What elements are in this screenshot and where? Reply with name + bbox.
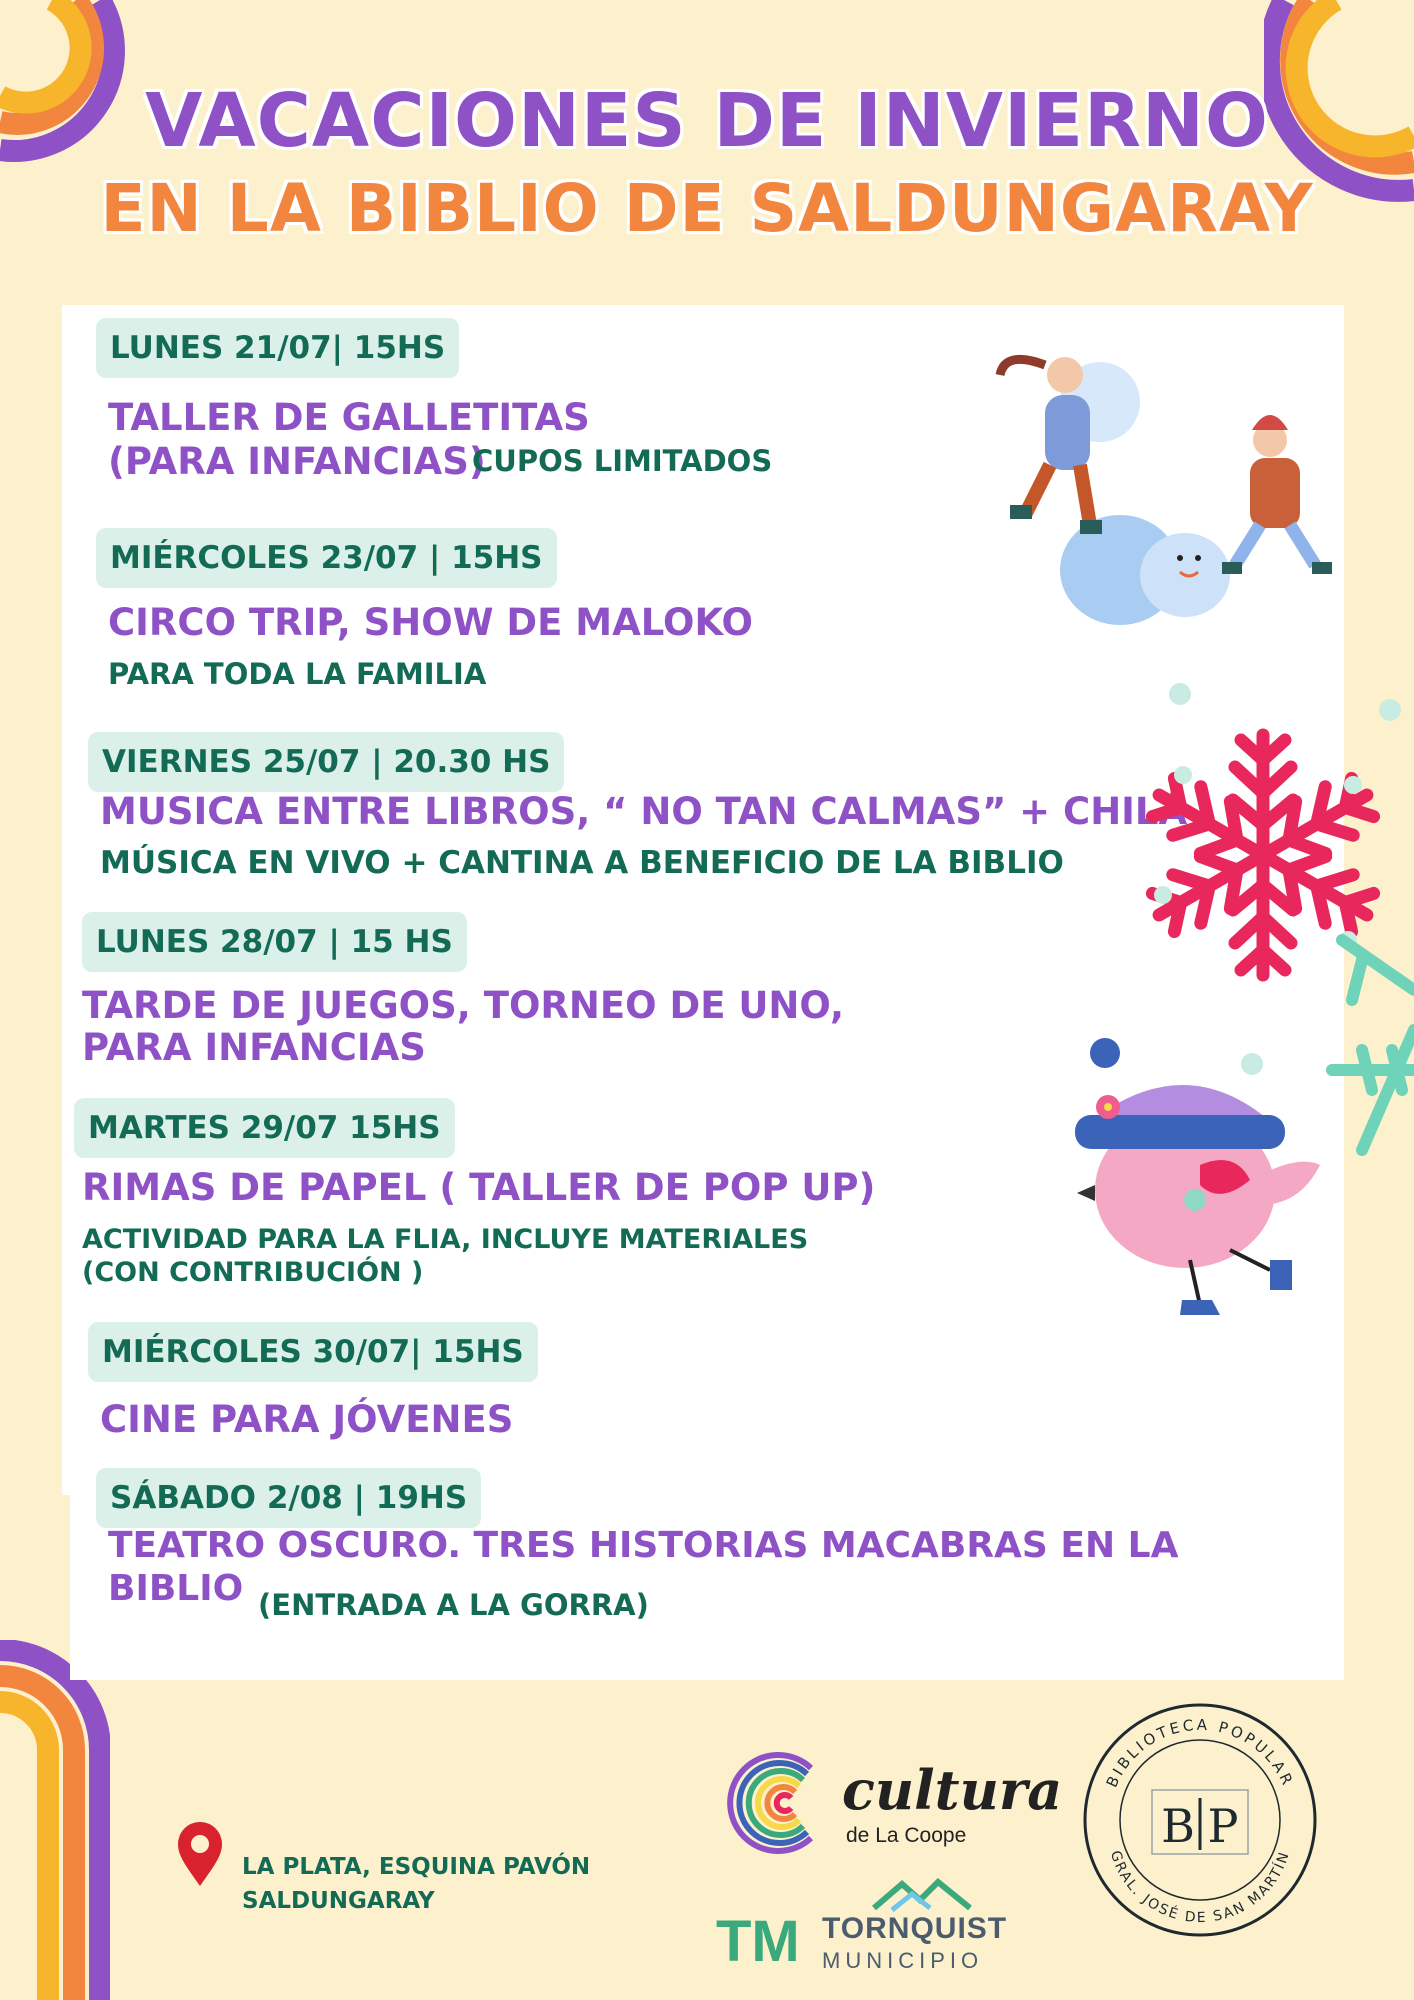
cultura-logo (716, 1746, 826, 1860)
event-title: (PARA INFANCIAS) (108, 440, 486, 483)
tornquist-logo-sub: MUNICIPIO (822, 1948, 984, 1973)
tornquist-logo (872, 1878, 972, 1912)
location-pin-icon (176, 1822, 224, 1888)
bird-skating-illustration (1070, 1035, 1330, 1345)
event-date: MARTES 29/07 15HS (74, 1098, 455, 1158)
svg-text:B: B (1161, 1799, 1195, 1853)
biblioteca-seal (1080, 1700, 1320, 1940)
address-line: LA PLATA, ESQUINA PAVÓN (242, 1854, 591, 1880)
kids-snowman-illustration (960, 340, 1350, 650)
tornquist-logo-name: TORNQUIST (822, 1912, 1008, 1945)
event-note: MÚSICA EN VIVO + CANTINA A BENEFICIO DE LA BIBLIO (100, 845, 1064, 881)
event-note: PARA TODA LA FAMILIA (108, 657, 487, 691)
event-date: MIÉRCOLES 23/07 | 15HS (96, 528, 557, 588)
event-title: RIMAS DE PAPEL ( TALLER DE POP UP) (82, 1166, 876, 1209)
cultura-logo-subtext: de La Coope (846, 1824, 967, 1847)
event-note: (ENTRADA A LA GORRA) (258, 1588, 649, 1622)
event-note: CUPOS LIMITADOS (472, 444, 773, 478)
page-subtitle: EN LA BIBLIO DE SALDUNGARAY (100, 170, 1314, 247)
event-title: TARDE DE JUEGOS, TORNEO DE UNO, (82, 984, 845, 1027)
event-title: PARA INFANCIAS (82, 1026, 426, 1069)
svg-text:BIBLIOTECA POPULAR: BIBLIOTECA POPULAR (1102, 1715, 1298, 1791)
event-title: CIRCO TRIP, SHOW DE MALOKO (108, 601, 753, 644)
event-title: CINE PARA JÓVENES (100, 1398, 514, 1441)
svg-text:GRAL. JOSÉ DE SAN MARTÍN: GRAL. JOSÉ DE SAN MARTÍN (1106, 1848, 1294, 1927)
event-date: LUNES 21/07| 15HS (96, 318, 459, 378)
svg-text:P: P (1207, 1799, 1239, 1853)
event-date: SÁBADO 2/08 | 19HS (96, 1468, 481, 1528)
event-note: (CON CONTRIBUCIÓN ) (82, 1257, 424, 1288)
page-title: VACACIONES DE INVIERNO (145, 78, 1269, 164)
tornquist-logo-mark: TM (716, 1909, 800, 1974)
event-title: TEATRO OSCURO. TRES HISTORIAS MACABRAS EN LA (108, 1525, 1179, 1566)
event-note: ACTIVIDAD PARA LA FLIA, INCLUYE MATERIALES (82, 1224, 809, 1255)
rainbow-arc-icon (0, 1640, 110, 2000)
event-date: VIERNES 25/07 | 20.30 HS (88, 732, 564, 792)
event-date: LUNES 28/07 | 15 HS (82, 912, 467, 972)
event-title: TALLER DE GALLETITAS (108, 396, 590, 439)
event-title: BIBLIO (108, 1568, 244, 1609)
address-line: SALDUNGARAY (242, 1888, 435, 1914)
event-date: MIÉRCOLES 30/07| 15HS (88, 1322, 538, 1382)
cultura-logo-text: cultura (842, 1758, 1063, 1822)
event-title: MUSICA ENTRE LIBROS, “ NO TAN CALMAS” + CHILÁ (100, 790, 1188, 833)
